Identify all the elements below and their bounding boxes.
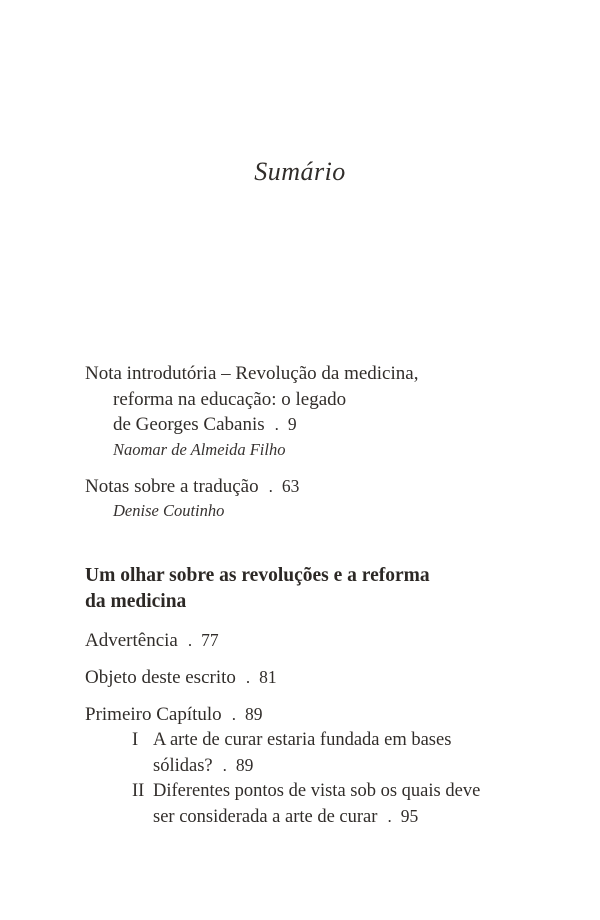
- toc-entry: [85, 665, 540, 690]
- page-number: 89: [244, 704, 263, 724]
- section-heading: [85, 563, 540, 615]
- page-number: 9: [287, 414, 297, 434]
- toc-subitem-line: Diferentes pontos de vista sob os quais deve: [153, 781, 481, 801]
- toc-entry-line: Nota introdutória – Revolução da medicina,: [85, 363, 419, 384]
- dot-separator: .: [274, 415, 279, 434]
- toc-entry-text: Objeto deste escrito: [85, 667, 236, 688]
- dot-separator: .: [187, 631, 193, 650]
- dot-separator: .: [268, 476, 273, 496]
- dot-separator: .: [231, 705, 236, 724]
- roman-numeral: I: [132, 730, 139, 750]
- page-title: Sumário: [254, 157, 346, 186]
- toc-subitem: [85, 728, 540, 779]
- toc-entry: [85, 474, 540, 524]
- toc-subitem: [85, 779, 540, 830]
- section-heading-line: da medicina: [85, 591, 187, 612]
- table-of-contents: [0, 361, 600, 830]
- page-number: 89: [235, 755, 254, 775]
- toc-subitem-line: A arte de curar estaria fundada em bases: [153, 730, 452, 750]
- roman-numeral: II: [132, 781, 145, 801]
- toc-entry-line: reforma na educação: o legado: [113, 388, 347, 410]
- toc-entry: [85, 628, 540, 653]
- page-number: 77: [201, 630, 219, 650]
- dot-separator: .: [245, 668, 251, 687]
- toc-entry: [85, 361, 540, 462]
- toc-subitem-line: [153, 753, 540, 779]
- toc-entry-line: [85, 474, 540, 500]
- toc-subitem-text: ser considerada a arte de curar: [153, 807, 378, 827]
- toc-entry-text: Notas sobre a tradução: [85, 475, 259, 497]
- author-name: Denise Coutinho: [113, 501, 225, 520]
- dot-separator: .: [387, 807, 392, 826]
- dot-separator: .: [222, 756, 227, 775]
- toc-entry-text: de Georges Cabanis: [113, 414, 265, 435]
- author-name: Naomar de Almeida Filho: [113, 439, 286, 459]
- toc-subitem-text: sólidas?: [153, 756, 213, 776]
- toc-subitem-line: [153, 804, 540, 830]
- toc-entry-text: Primeiro Capítulo: [85, 704, 222, 725]
- section-heading-line: Um olhar sobre as revoluções e a reforma: [85, 565, 430, 586]
- toc-entry-text: Advertência: [85, 630, 178, 651]
- toc-entry-line: [85, 702, 540, 727]
- page-number: 63: [281, 475, 300, 496]
- page-number: 81: [259, 667, 277, 687]
- chapter-subitems: [85, 728, 540, 830]
- toc-chapter-entry: [85, 702, 540, 830]
- page-number: 95: [400, 806, 419, 826]
- toc-entry-line: [113, 412, 540, 438]
